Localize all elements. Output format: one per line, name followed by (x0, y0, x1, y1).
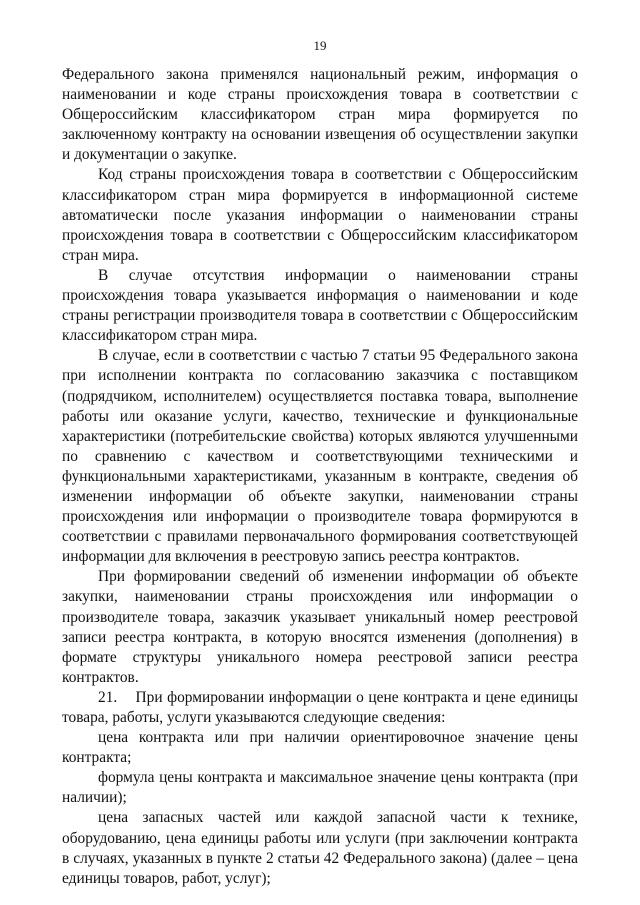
paragraph-missing-country-info: В случае отсутствия информации о наименовании страны происхождения товара указывается информация о наименовании и коде страны регистрации производителя товара в соответствии с Общероссийским классификатором стран мира. (62, 266, 578, 345)
paragraph-contract-price: цена контракта или при наличии ориентировочное значение цены контракта; (62, 729, 578, 767)
paragraph-price-formula: формула цены контракта и максимальное значение цены контракта (при наличии); (62, 769, 578, 807)
paragraph-country-code: Код страны происхождения товара в соответствии с Общероссийским классификатором стран мира формируется в информационной системе автоматически после указания информации о наименовании страны происхождения товара в соответствии с Общероссийским классификатором стран мира. (62, 166, 578, 264)
paragraph-item-21: 21. При формировании информации о цене контракта и цене единицы товара, работы, услуги указываются следующие сведения: (62, 688, 578, 726)
paragraph-continuation: Федерального закона применялся национальный режим, информация о наименовании и коде страны происхождения товара в соответствии с Общероссийским классификатором стран мира формируется по заключенному контракту на основании извещения об осуществлении закупки и документации о закупке. (62, 66, 578, 164)
document-body (62, 65, 578, 889)
paragraph-change-info: При формировании сведений об изменении информации об объекте закупки, наименовании страны происхождения или информации о производителе товара, заказчик указывает уникальный номер реестровой записи реестра контракта, в которую вносятся изменения (дополнения) в формате структуры уникального номера реестровой записи реестра контрактов. (62, 568, 578, 686)
paragraph-improved-goods: В случае, если в соответствии с частью 7 статьи 95 Федерального закона при исполнении контракта по согласованию заказчика с поставщиком (подрядчиком, исполнителем) осуществляется поставка товара, выполнение работы или оказание услуги, качество, технические и функциональные характеристики (потребительские свойства) которых являются улучшенными по сравнению с качеством и соответствующими техническими и функциональными характеристиками, указанным в контракте, сведения об изменении информации об объекте закупки, наименовании страны происхождения или информации о производителе товара формируются в соответствии с правилами первоначального формирования соответствующей информации для включения в реестровую запись реестра контрактов. (62, 347, 578, 566)
paragraph-spare-parts-price: цена запасных частей или каждой запасной части к технике, оборудованию, цена единицы работы или услуги (при заключении контракта в случаях, указанных в пункте 2 статьи 42 Федерального закона) (далее – цена единицы товаров, работ, услуг); (62, 809, 578, 887)
page-number: 19 (313, 38, 327, 53)
